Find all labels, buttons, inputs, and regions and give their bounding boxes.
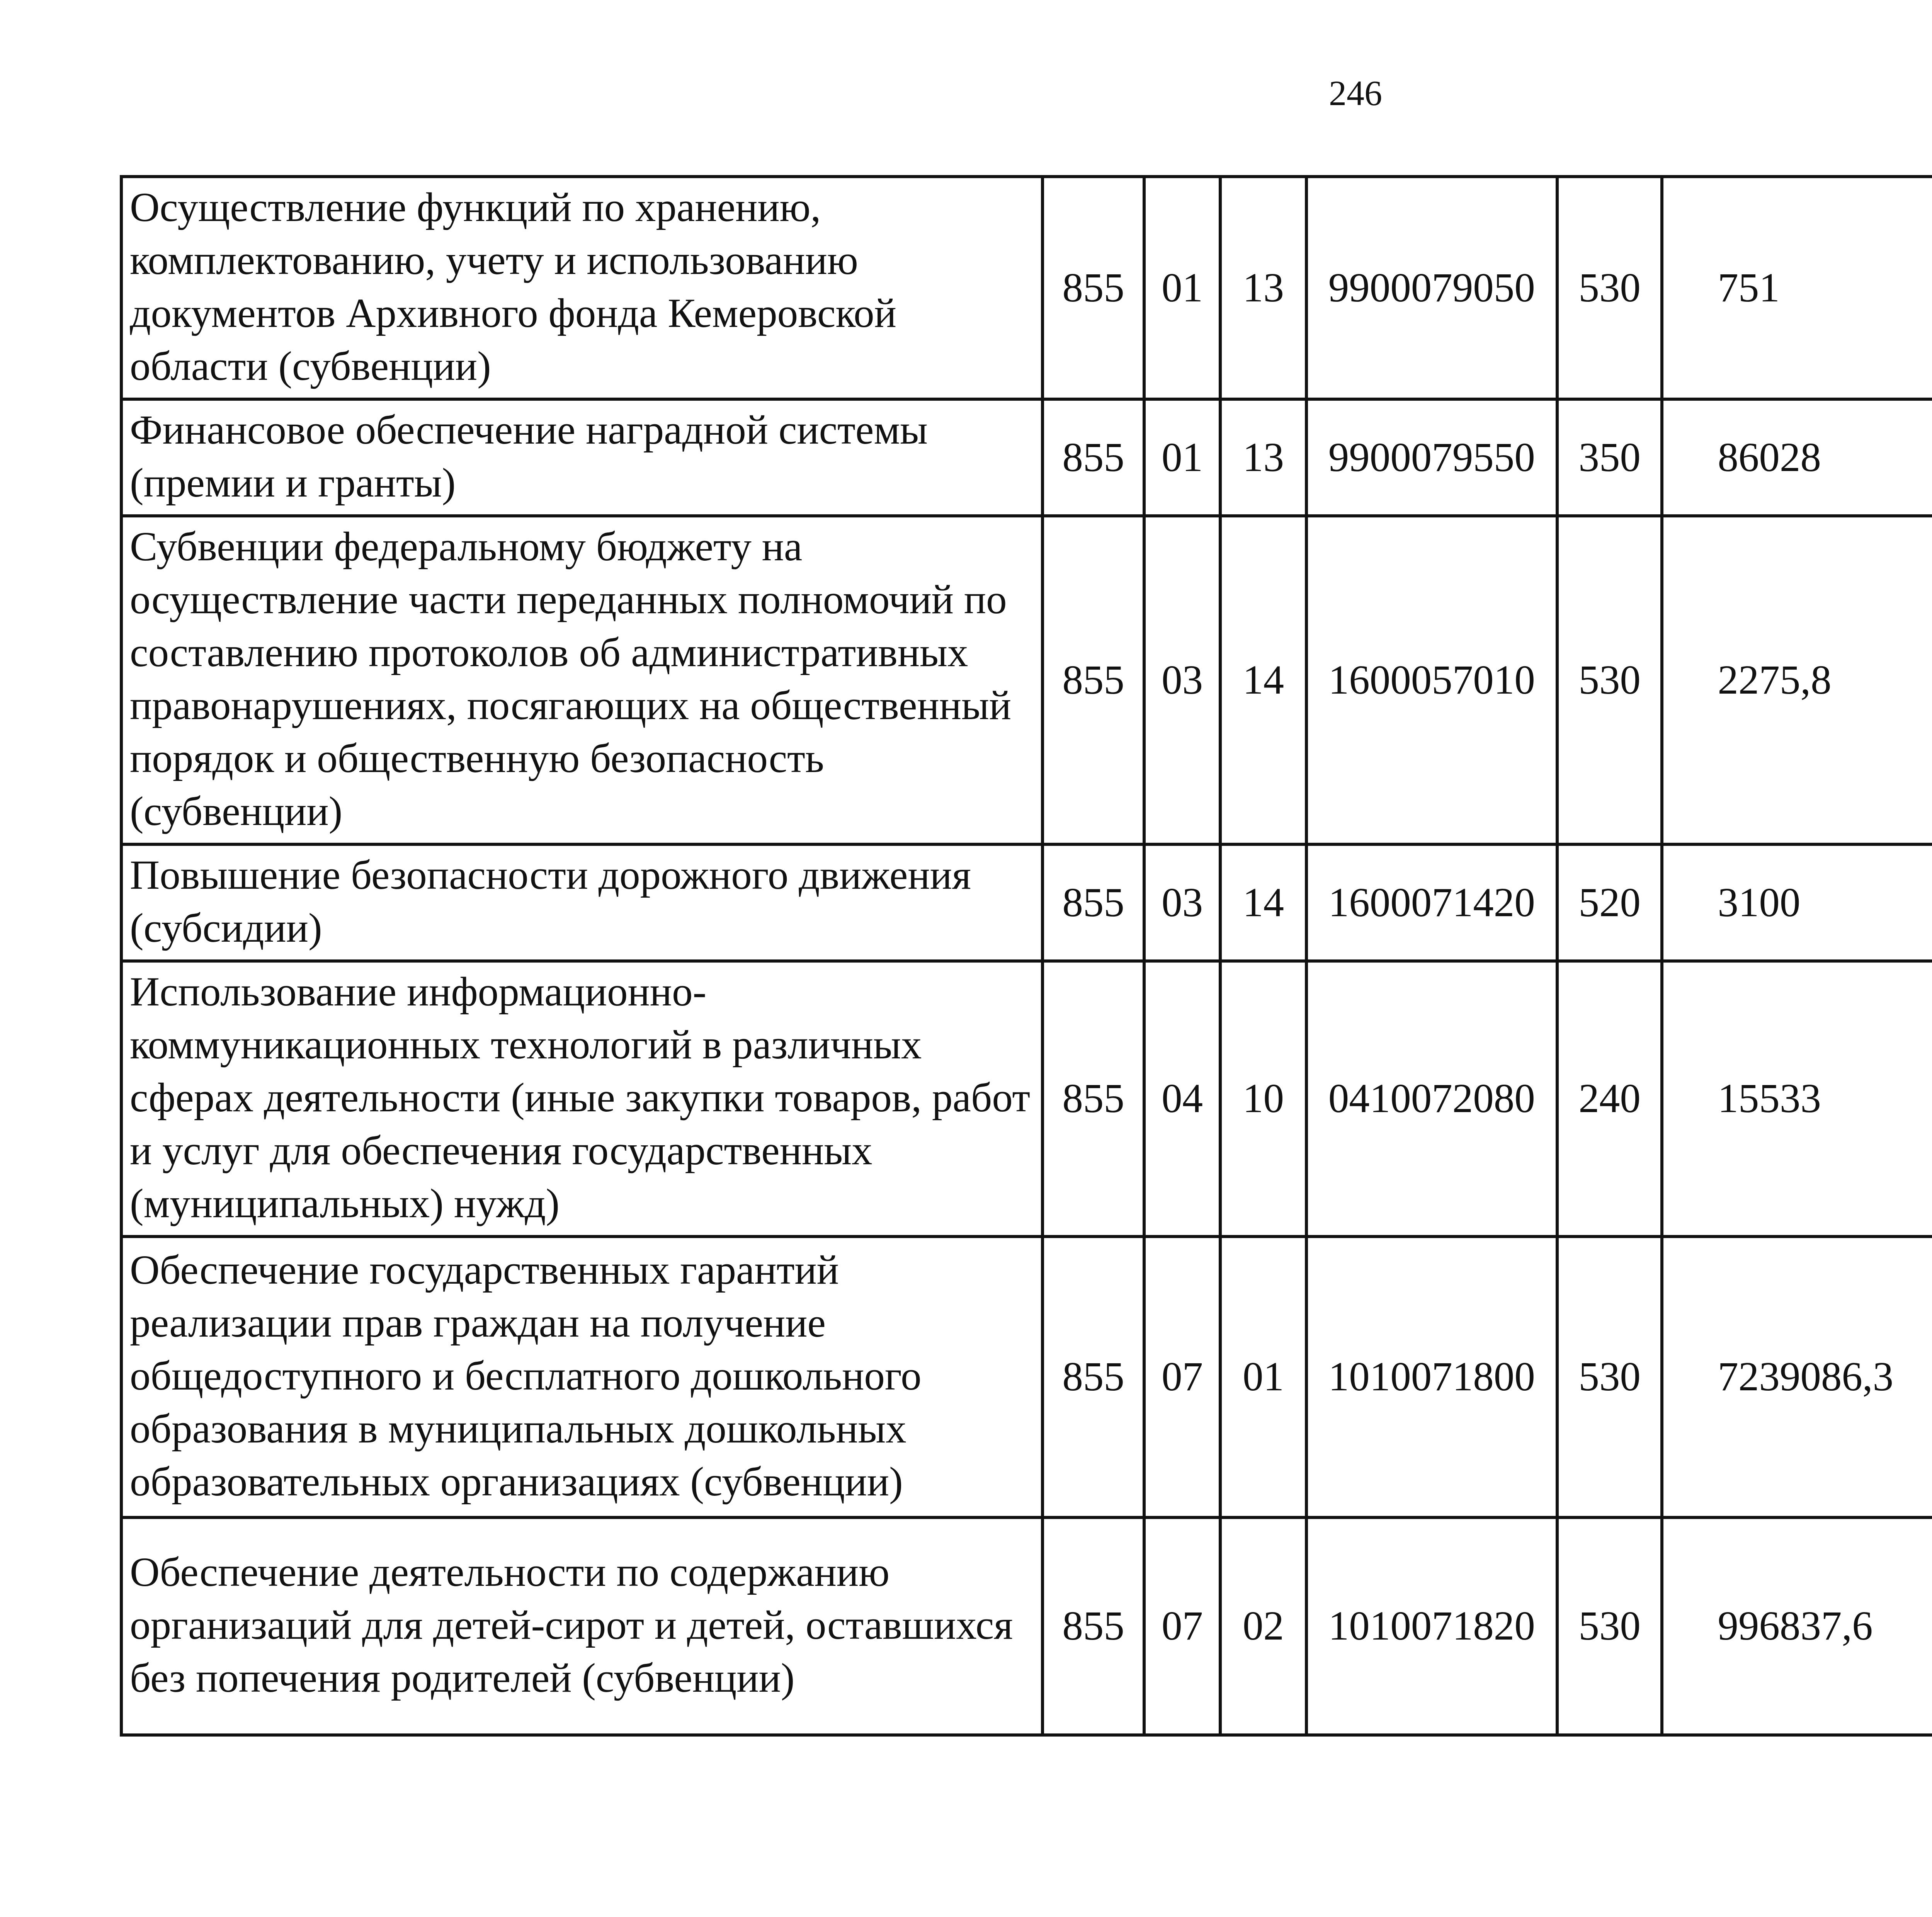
section-code: 04 <box>1144 961 1220 1237</box>
table-row <box>121 177 1932 399</box>
ministry-code: 855 <box>1043 844 1144 961</box>
target-code: 9900079050 <box>1306 177 1557 399</box>
amount-year-1: 3100 <box>1662 844 1932 961</box>
table-row <box>121 516 1932 844</box>
section-code: 01 <box>1144 177 1220 399</box>
section-code: 07 <box>1144 1517 1220 1735</box>
ministry-code: 855 <box>1043 516 1144 844</box>
table-row <box>121 1517 1932 1735</box>
expense-type-code: 530 <box>1557 1237 1662 1517</box>
target-code: 1010071820 <box>1306 1517 1557 1735</box>
subsection-code: 01 <box>1220 1237 1306 1517</box>
amount-year-1: 996837,6 <box>1662 1517 1932 1735</box>
expense-type-code: 350 <box>1557 399 1662 516</box>
ministry-code: 855 <box>1043 1517 1144 1735</box>
target-code: 0410072080 <box>1306 961 1557 1237</box>
section-code: 03 <box>1144 516 1220 844</box>
row-name: Обеспечение деятельности по содержанию организаций для детей-сирот и детей, оставшихся без попечения родителей (субвенции) <box>121 1517 1043 1735</box>
amount-year-1: 751 <box>1662 177 1932 399</box>
ministry-code: 855 <box>1043 399 1144 516</box>
row-name: Обеспечение государственных гарантий реализации прав граждан на получение общедоступного и бесплатного дошкольного образования в муниципальных дошкольных образовательных организациях (субвенции) <box>121 1237 1043 1517</box>
page-number: 246 <box>1329 73 1382 113</box>
section-code: 03 <box>1144 844 1220 961</box>
table-row <box>121 844 1932 961</box>
subsection-code: 14 <box>1220 516 1306 844</box>
row-name: Субвенции федеральному бюджету на осуществление части переданных полномочий по составлению протоколов об административных правонарушениях, посягающих на общественный порядок и общественную безопасность (субвенции) <box>121 516 1043 844</box>
row-name: Осуществление функций по хранению, комплектованию, учету и использованию документов Архивного фонда Кемеровской области (субвенции) <box>121 177 1043 399</box>
subsection-code: 10 <box>1220 961 1306 1237</box>
target-code: 1600057010 <box>1306 516 1557 844</box>
table-row <box>121 961 1932 1237</box>
target-code: 9900079550 <box>1306 399 1557 516</box>
subsection-code: 13 <box>1220 399 1306 516</box>
amount-year-1: 86028 <box>1662 399 1932 516</box>
amount-year-1: 7239086,3 <box>1662 1237 1932 1517</box>
row-name: Финансовое обеспечение наградной системы (премии и гранты) <box>121 399 1043 516</box>
expense-type-code: 520 <box>1557 844 1662 961</box>
section-code: 01 <box>1144 399 1220 516</box>
budget-table <box>120 175 1932 1737</box>
section-code: 07 <box>1144 1237 1220 1517</box>
ministry-code: 855 <box>1043 961 1144 1237</box>
subsection-code: 14 <box>1220 844 1306 961</box>
subsection-code: 02 <box>1220 1517 1306 1735</box>
expense-type-code: 530 <box>1557 1517 1662 1735</box>
expense-type-code: 530 <box>1557 516 1662 844</box>
expense-type-code: 240 <box>1557 961 1662 1237</box>
ministry-code: 855 <box>1043 1237 1144 1517</box>
amount-year-1: 15533 <box>1662 961 1932 1237</box>
table-row <box>121 399 1932 516</box>
row-name: Повышение безопасности дорожного движения (субсидии) <box>121 844 1043 961</box>
table-row <box>121 1237 1932 1517</box>
expense-type-code: 530 <box>1557 177 1662 399</box>
ministry-code: 855 <box>1043 177 1144 399</box>
target-code: 1600071420 <box>1306 844 1557 961</box>
subsection-code: 13 <box>1220 177 1306 399</box>
target-code: 1010071800 <box>1306 1237 1557 1517</box>
row-name: Использование информационно-коммуникационных технологий в различных сферах деятельности (иные закупки товаров, работ и услуг для обеспечения государственных (муниципальных) нужд) <box>121 961 1043 1237</box>
amount-year-1: 2275,8 <box>1662 516 1932 844</box>
